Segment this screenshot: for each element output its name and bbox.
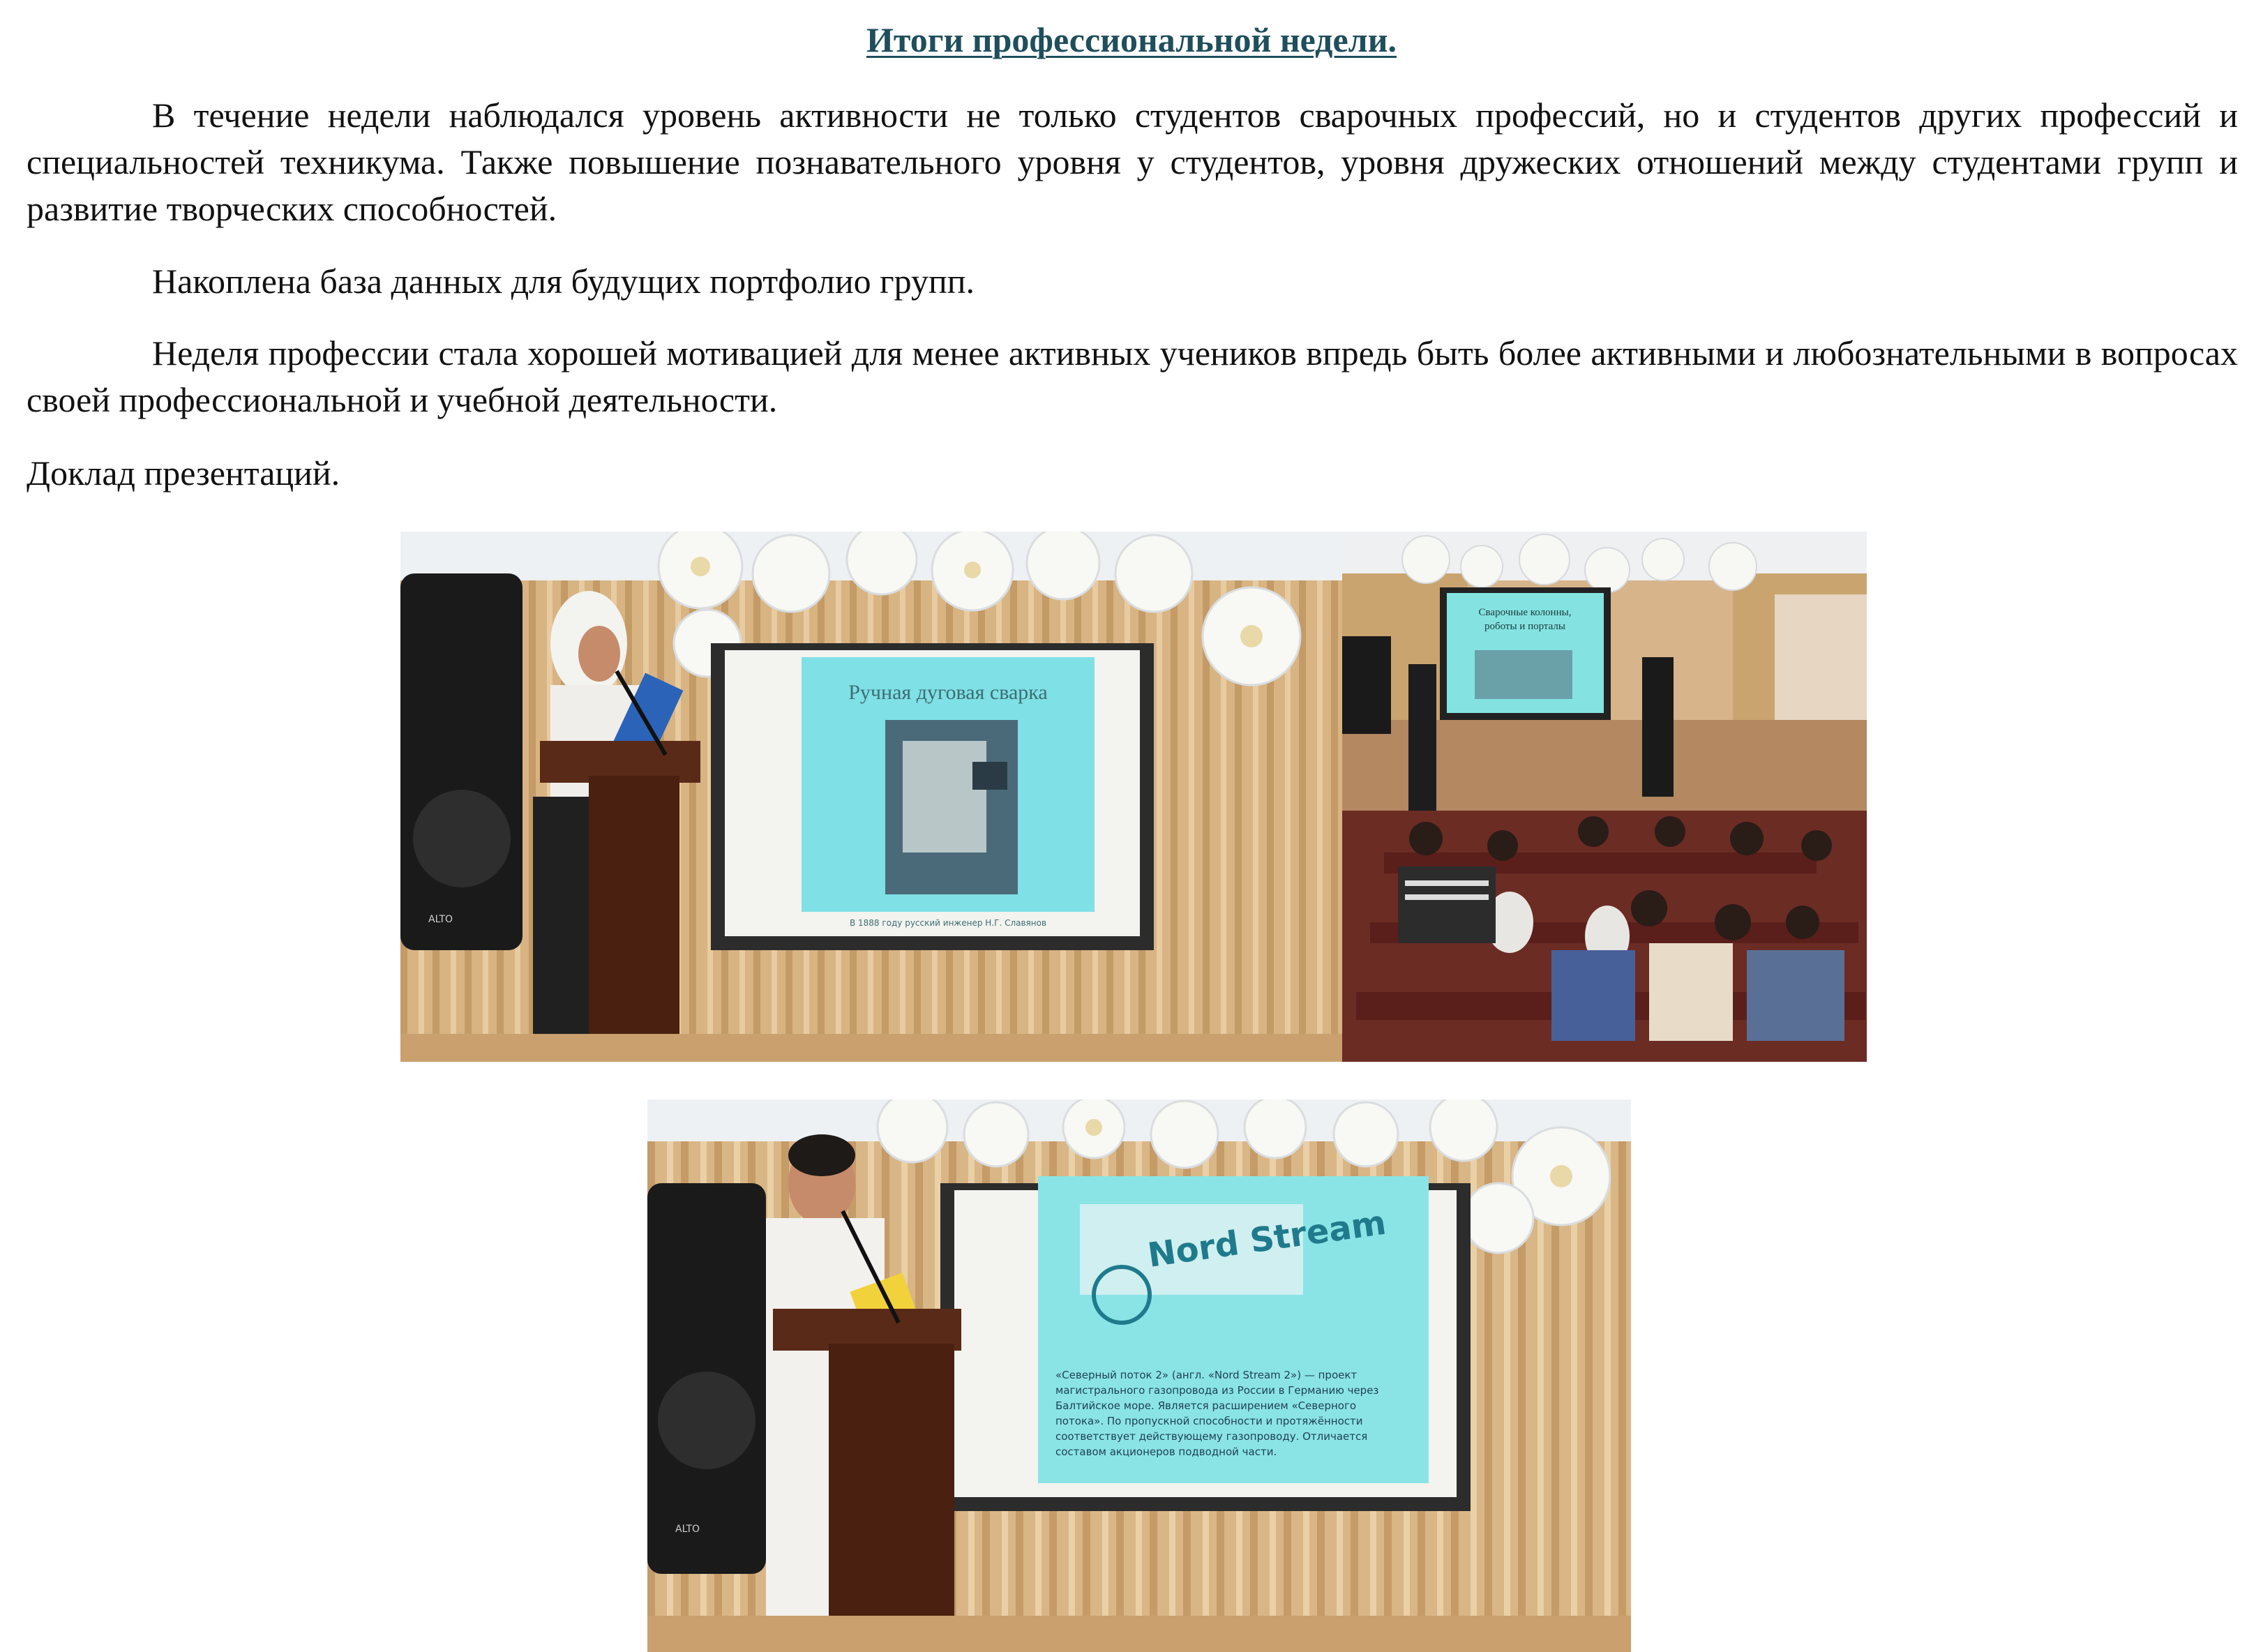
slide-caption-line3: Балтийское море. Является расширением «Северного xyxy=(1055,1399,1357,1412)
paragraph-activity: В течение недели наблюдался уровень активности не только студентов сварочных профессий, но и студентов других профессий и специальностей техникума. Также повышение познавательного уровня у студентов, уровня дружеских отношений между студентами групп и развитие творческих способностей. xyxy=(27,96,2238,228)
slide-title-robots-line2: роботы и порталы xyxy=(1484,621,1566,632)
photo-nordstream-presentation xyxy=(647,1099,1631,1652)
slide-caption-line1: «Северный поток 2» (англ. «Nord Stream 2») — проект xyxy=(1055,1369,1358,1381)
slide-caption-line6: составом акционеров подводной части. xyxy=(1055,1446,1277,1458)
speaker-brand-label-2: ALTO xyxy=(675,1524,700,1535)
photo-audience-hall-image xyxy=(1342,532,1867,1062)
photo-audience-hall xyxy=(1342,532,1867,1062)
slide-caption-line4: потока». По пропускной способности и протяжённости xyxy=(1055,1415,1363,1427)
photo-welding-presentation-image xyxy=(400,532,1342,1062)
slide-logo-nordstream: Nord Stream xyxy=(1145,1203,1389,1275)
paragraph-presentations: Доклад презентаций. xyxy=(27,453,340,493)
slide-caption-line2: магистрального газопровода из России в Германию через xyxy=(1055,1384,1379,1397)
speaker-brand-label: ALTO xyxy=(428,914,453,925)
paragraph-database: Накоплена база данных для будущих портфолио групп. xyxy=(152,262,975,301)
photo-nordstream-presentation-image xyxy=(647,1099,1631,1652)
paragraph-motivation: Неделя профессии стала хорошей мотивацией для менее активных учеников впредь быть более активными и любознательными в вопросах своей профессиональной и учебной деятельности. xyxy=(27,333,2238,419)
slide-title-welding: Ручная дуговая сварка xyxy=(848,681,1048,704)
photo-welding-presentation xyxy=(400,532,1342,1062)
slide-caption-welding: В 1888 году русский инженер Н.Г. Славянов xyxy=(849,918,1047,928)
page-title: Итоги профессиональной недели. xyxy=(866,20,1397,59)
slide-caption-line5: соответствует действующему газопроводу. Отличается xyxy=(1055,1430,1368,1443)
slide-title-robots: Сварочные колонны, xyxy=(1478,607,1572,618)
